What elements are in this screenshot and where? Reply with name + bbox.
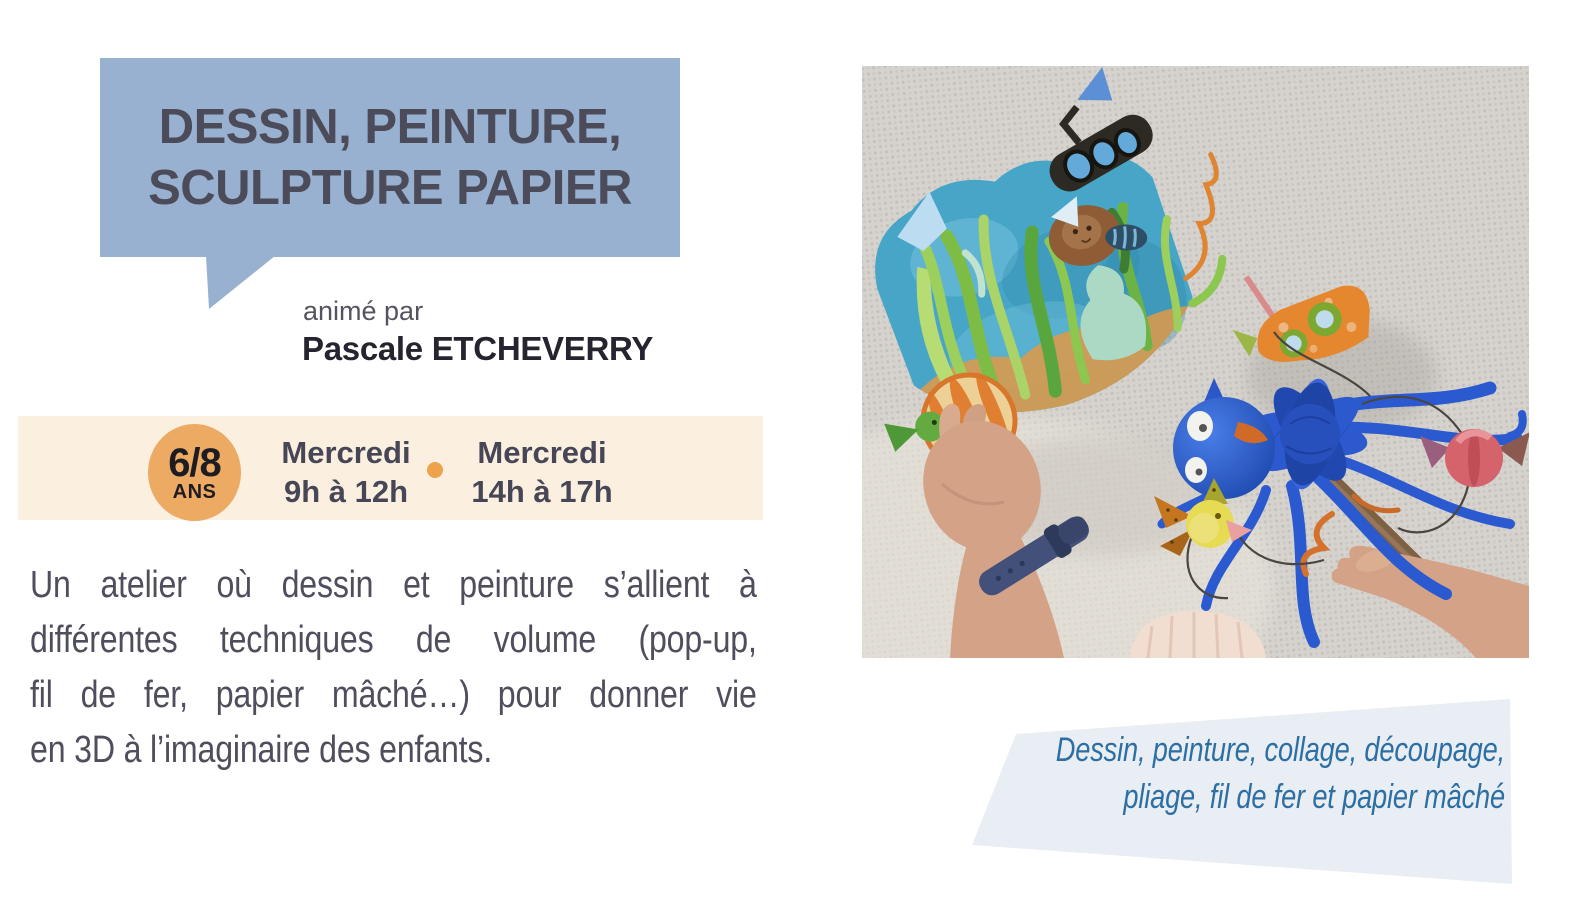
workshop-photo	[862, 66, 1529, 658]
caption-line: Dessin, peinture, collage, découpage,	[1055, 731, 1505, 769]
session-day: Mercredi	[281, 435, 411, 470]
title-speech-bubble	[100, 58, 680, 257]
age-badge	[148, 424, 241, 521]
facilitator-name: Pascale ETCHEVERRY	[302, 330, 654, 367]
description-line: fil de fer, papier mâché…) pour donner vie	[30, 674, 757, 716]
separator-dot-icon	[427, 462, 443, 478]
description-line: en 3D à l’imaginaire des enfants.	[30, 729, 493, 771]
description-line: Un atelier où dessin et peinture s’allient à	[30, 564, 757, 606]
workshop-description	[30, 558, 890, 778]
session-time: 14h à 17h	[471, 474, 613, 509]
photo-caption	[1001, 727, 1505, 821]
age-unit: ANS	[172, 480, 217, 503]
session-afternoon	[452, 433, 632, 511]
workshop-title-line1: DESSIN, PEINTURE,	[158, 99, 622, 154]
workshop-title-line2: SCULPTURE PAPIER	[148, 160, 632, 215]
age-range: 6/8	[168, 440, 221, 485]
session-time: 9h à 12h	[283, 474, 409, 509]
session-morning	[256, 433, 436, 511]
caption-line: pliage, fil de fer et papier mâché	[1123, 778, 1505, 816]
speech-bubble-tail-icon	[206, 256, 276, 310]
facilitator-intro: animé par	[303, 296, 424, 326]
session-day: Mercredi	[477, 435, 607, 470]
description-line: différentes techniques de volume (pop-up,	[30, 619, 757, 661]
